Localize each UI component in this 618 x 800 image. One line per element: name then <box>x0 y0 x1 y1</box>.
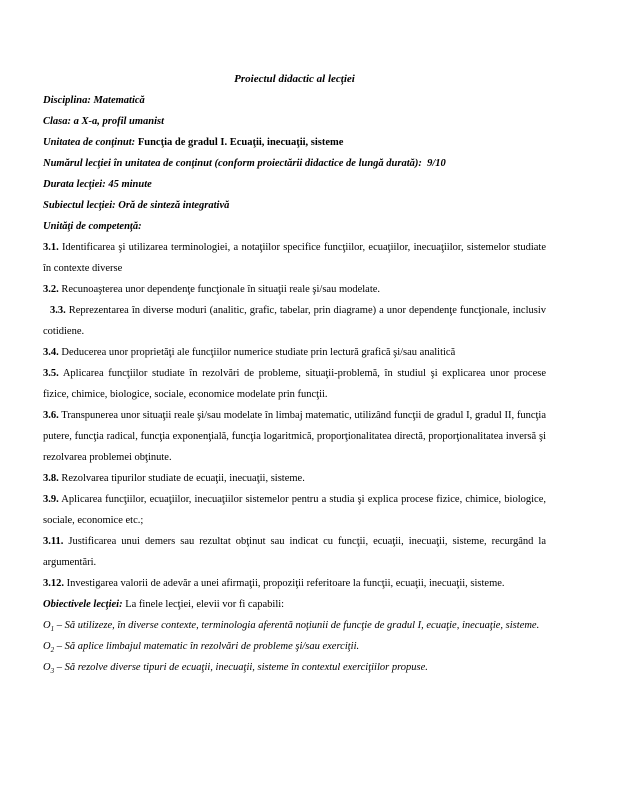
objective-subscript: 1 <box>50 625 55 634</box>
competency-text: Investigarea valorii de adevăr a unei afirmaţii, propoziţii referitoare la funcţii, ecuaţii, inecuaţii, sisteme. <box>64 578 505 589</box>
objective-item-o3 <box>43 657 546 678</box>
competency-number: 3.8. <box>43 473 59 484</box>
objective-symbol: $O_2$ <box>43 641 55 655</box>
meta-subiectul-lectiei: Subiectul lecţiei: Oră de sinteză integrativă <box>43 200 230 211</box>
competency-text: Aplicarea funcţiilor, ecuaţiilor, inecuaţiilor sistemelor pentru a studia şi explica procese fizice, chimice, biologice, sociale, economice etc.; <box>43 494 546 526</box>
competency-number: 3.1. <box>43 242 59 253</box>
heading-unitati-competenta: Unităţi de competenţă: <box>43 221 142 232</box>
competency-number: 3.12. <box>43 578 64 589</box>
objective-text: – Să rezolve diverse tipuri de ecuaţii, inecuaţii, sisteme în contextul exerciţiilor propuse. <box>54 662 428 673</box>
competency-text: Aplicarea funcţiilor studiate în rezolvări de probleme, situaţii-problemă, în studiul şi explicarea unor procese fizice, chimice, biologice, sociale, economice modelate prin funcţii. <box>43 368 546 400</box>
meta-unitatea-label: Unitatea de conţinut: <box>43 137 136 148</box>
objective-text: – Să aplice limbajul matematic în rezolvări de probleme şi/sau exerciţii. <box>54 641 360 652</box>
competency-text: Transpunerea unor situaţii reale şi/sau modelate în limbaj matematic, utilizând funcţii de gradul I, gradul II, funcţia putere, funcţia radical, funcţia exponenţială, funcţia logaritmică, proporţionalitatea directă, proporţionalitatea inversă şi rezolvarea problemei obţinute. <box>43 410 546 463</box>
competency-text: Reprezentarea în diverse moduri (analitic, grafic, tabelar, prin diagrame) a unor dependenţe funcţionale, inclusiv cotidiene. <box>43 305 546 337</box>
meta-unitatea-value: Funcţia de gradul I. Ecuaţii, inecuaţii, sisteme <box>135 137 344 148</box>
competency-number: 3.4. <box>43 347 59 358</box>
obiectivele-intro: La finele lecţiei, elevii vor fi capabili: <box>122 599 285 610</box>
meta-numarul-lectiei: Numărul lecţiei în unitatea de conţinut (conform proiectării didactice de lungă durată): 9/10 <box>43 158 446 169</box>
competency-text: Deducerea unor proprietăţi ale funcţiilor numerice studiate prin lectură grafică şi/sau analitică <box>58 347 456 358</box>
competency-text: Justificarea unui demers sau rezultat obţinut sau indicat cu funcţii, ecuaţii, inecuaţii, sisteme, recurgând la argumentări. <box>43 536 546 568</box>
objective-item-o1 <box>43 615 546 636</box>
meta-disciplina: Disciplina: Matematică <box>43 95 145 106</box>
competency-item-3-2 <box>43 279 546 300</box>
competency-text: Recunoaşterea unor dependenţe funcţionale în situaţii reale şi/sau modelate. <box>58 284 381 295</box>
objective-text: – Să utilizeze, în diverse contexte, terminologia aferentă noţiunii de funcţie de gradul I, ecuaţie, inecuaţie, sisteme. <box>54 620 540 631</box>
competency-item-3-9 <box>43 489 546 531</box>
objective-symbol: $O_3$ <box>43 662 55 676</box>
competency-item-3-5 <box>43 363 546 405</box>
competency-number: 3.3. <box>50 305 66 316</box>
competency-item-3-3 <box>43 300 546 342</box>
competency-text: Rezolvarea tipurilor studiate de ecuaţii, inecuaţii, sisteme. <box>58 473 305 484</box>
competency-number: 3.5. <box>43 368 59 379</box>
objective-subscript: 2 <box>50 646 55 655</box>
competency-number: 3.11. <box>43 536 64 547</box>
competency-number: 3.9. <box>43 494 59 505</box>
meta-durata-lectiei: Durata lecţiei: 45 minute <box>43 179 152 190</box>
heading-obiectivele <box>43 594 546 615</box>
objective-item-o2 <box>43 636 546 657</box>
competency-item-3-12 <box>43 573 546 594</box>
competency-number: 3.2. <box>43 284 59 295</box>
competency-item-3-11 <box>43 531 546 573</box>
competency-item-3-1 <box>43 237 546 279</box>
competency-item-3-8 <box>43 468 546 489</box>
competency-item-3-6 <box>43 405 546 468</box>
competency-item-3-4 <box>43 342 546 363</box>
objective-subscript: 3 <box>50 667 55 676</box>
obiectivele-label: Obiectivele lecţiei: <box>43 599 123 610</box>
meta-unitatea-continut <box>43 132 546 153</box>
competency-text: Identificarea şi utilizarea terminologiei, a notaţiilor specifice funcţiilor, ecuaţiilor, inecuaţiilor, sistemelor studiate în contexte diverse <box>43 242 546 274</box>
meta-clasa: Clasa: a X-a, profil umanist <box>43 116 165 127</box>
competency-number: 3.6. <box>43 410 59 421</box>
lesson-plan-title: Proiectul didactic al lecţiei <box>234 73 355 85</box>
objective-symbol: $O_1$ <box>43 620 55 634</box>
